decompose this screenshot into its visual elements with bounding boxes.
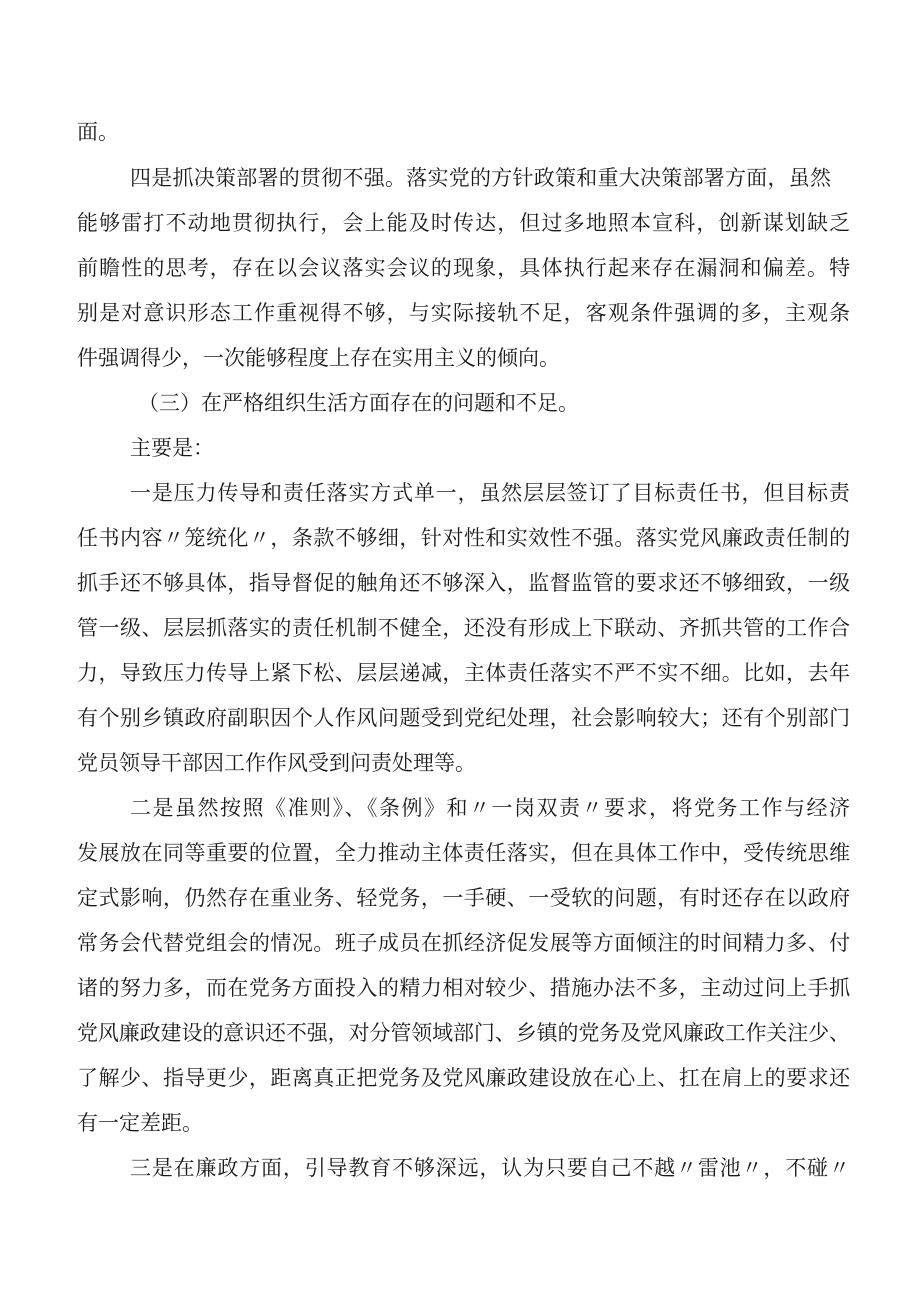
text-line: 二是虽然按照《准则》、《条例》和〃一岗双责〃要求，将党务工作与经济	[130, 796, 852, 820]
text-line: 常务会代替党组会的情况。班子成员在抓经济促发展等方面倾注的时间精力多、付	[77, 931, 851, 955]
text-line: 有个别乡镇政府副职因个人作风问题受到党纪处理，社会影响较大；还有个别部门	[77, 706, 851, 730]
text-line: 主要是：	[130, 436, 214, 460]
text-line: 件强调得少，一次能够程度上存在实用主义的倾向。	[77, 346, 560, 370]
text-line: 定式影响，仍然存在重业务、轻党务，一手硬、一受软的问题，有时还存在以政府	[77, 886, 851, 910]
text-line: 别是对意识形态工作重视得不够，与实际接轨不足，客观条件强调的多，主观条	[77, 301, 852, 325]
text-line: 四是抓决策部署的贯彻不强。落实党的方针政策和重大决策部署方面，虽然	[130, 166, 832, 190]
text-line: 发展放在同等重要的位置，全力推动主体责任落实，但在具体工作中，受传统思维	[77, 841, 851, 865]
text-line: 管一级、层层抓落实的责任机制不健全，还没有形成上下联动、齐抓共管的工作合	[77, 616, 851, 640]
text-line: 力，导致压力传导上紧下松、层层递减，主体责任落实不严不实不细。比如，去年	[77, 661, 851, 685]
text-line: 能够雷打不动地贯彻执行，会上能及时传达，但过多地照本宣科，创新谋划缺乏	[77, 211, 852, 235]
text-line: 面。	[77, 120, 119, 144]
text-line: 党员领导干部因工作作风受到问责处理等。	[77, 751, 476, 775]
text-line: 三是在廉政方面，引导教育不够深远，认为只要自己不越〃雷池〃，不碰〃	[130, 1156, 851, 1180]
text-line: 前瞻性的思考，存在以会议落实会议的现象，具体执行起来存在漏洞和偏差。特	[77, 256, 852, 280]
text-line: 了解少、指导更少，距离真正把党务及党风廉政建设放在心上、扛在肩上的要求还	[77, 1066, 851, 1090]
text-line: 抓手还不够具体，指导督促的触角还不够深入，监督监管的要求还不够细致，一级	[77, 571, 851, 595]
text-line: 党风廉政建设的意识还不强，对分管领域部门、乡镇的党务及党风廉政工作关注少、	[77, 1021, 850, 1045]
text-line: 一是压力传导和责任落实方式单一，虽然层层签订了目标责任书，但目标责	[130, 481, 851, 505]
text-line: 任书内容〃笼统化〃，条款不够细，针对性和实效性不强。落实党风廉政责任制的	[77, 526, 851, 550]
section-heading: （三）在严格组织生活方面存在的问题和不足。	[138, 391, 579, 415]
text-line: 有一定差距。	[77, 1111, 203, 1135]
text-line: 诸的努力多，而在党务方面投入的精力相对较少、措施办法不多，主动过问上手抓	[77, 976, 851, 1000]
